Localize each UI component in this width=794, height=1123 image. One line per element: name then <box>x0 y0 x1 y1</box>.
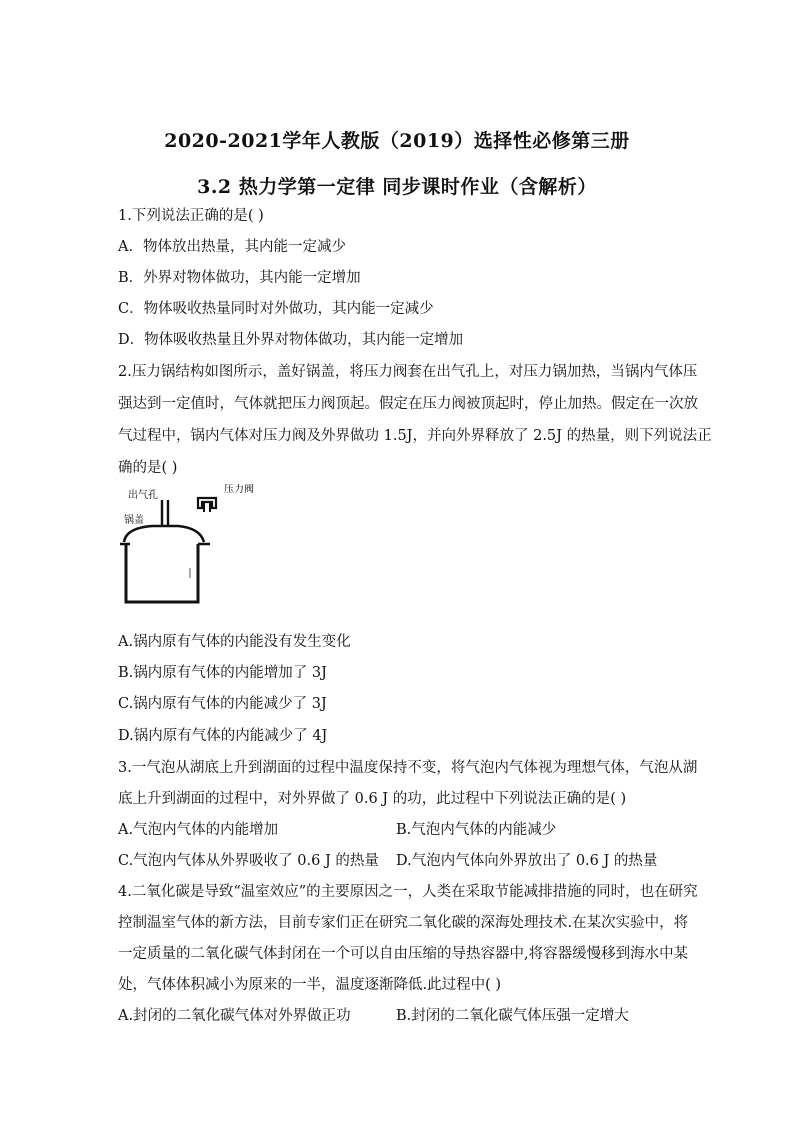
q3-stem-line2: 底上升到湖面的过程中，对外界做了 0.6 J 的功，此过程中下列说法正确的是( ) <box>118 791 627 807</box>
pressure-cooker-figure <box>118 484 268 614</box>
q1-option-b: B．外界对物体做功，其内能一定增加 <box>118 270 361 286</box>
q2-option-a: A.锅内原有气体的内能没有发生变化 <box>118 634 351 650</box>
q2-option-d: D.锅内原有气体的内能减少了 4J <box>118 728 328 744</box>
q4-stem-line2: 控制温室气体的新方法，目前专家们正在研究二氧化碳的深海处理技术.在某次实验中，将 <box>118 915 689 931</box>
figure-label-lid: 锅盖 <box>124 515 144 526</box>
q1-option-a: A．物体放出热量，其内能一定减少 <box>118 239 346 255</box>
q3-option-b: B.气泡内气体的内能减少 <box>396 822 557 838</box>
q2-option-c: C.锅内原有气体的内能减少了 3J <box>118 696 327 712</box>
q1-option-c: C．物体吸收热量同时对外做功，其内能一定减少 <box>118 301 434 317</box>
lid-shape <box>124 526 204 542</box>
q3-option-d: D.气泡内气体向外界放出了 0.6 J 的热量 <box>396 853 658 869</box>
figure-label-valve: 压力阀 <box>224 484 254 495</box>
q2-stem-line3: 气过程中，锅内气体对压力阀及外界做功 1.5J，并向外界释放了 2.5J 的热量，则下列说法正 <box>118 428 712 444</box>
q2-stem-line4: 确的是( ) <box>118 460 178 476</box>
outlet-pipe-shape <box>162 500 168 526</box>
q2-stem-line1: 2.压力锅结构如图所示，盖好锅盖，将压力阀套在出气孔上，对压力锅加热，当锅内气体压 <box>118 364 698 380</box>
q3-option-a: A.气泡内气体的内能增加 <box>118 822 279 838</box>
q1-option-d: D．物体吸收热量且外界对物体做功，其内能一定增加 <box>118 332 464 348</box>
pot-body-shape <box>126 544 198 602</box>
q4-stem-line3: 一定质量的二氧化碳气体封闭在一个可以自由压缩的导热容器中,将容器缓慢移到海水中某 <box>118 946 689 962</box>
pressure-valve-shape <box>198 498 216 508</box>
q4-option-a: A.封闭的二氧化碳气体对外界做正功 <box>118 1008 351 1024</box>
doc-title-line1: 2020-2021学年人教版（2019）选择性必修第三册 <box>164 130 630 152</box>
q4-stem-line4: 处，气体体积减小为原来的一半，温度逐渐降低.此过程中( ) <box>118 977 502 993</box>
q3-stem-line1: 3.一气泡从湖底上升到湖面的过程中温度保持不变，将气泡内气体视为理想气体，气泡从湖 <box>118 760 698 776</box>
q2-option-b: B.锅内原有气体的内能增加了 3J <box>118 665 327 681</box>
q4-stem-line1: 4.二氧化碳是导致“温室效应”的主要原因之一，人类在采取节能减排措施的同时，也在研究 <box>118 884 698 900</box>
q2-stem-line2: 强达到一定值时，气体就把压力阀顶起。假定在压力阀被顶起时，停止加热。假定在一次放 <box>118 396 698 412</box>
q1-stem: 1.下列说法正确的是( ) <box>118 208 264 224</box>
q3-option-c: C.气泡内气体从外界吸收了 0.6 J 的热量 <box>118 853 379 869</box>
pressure-valve-stems <box>204 502 210 512</box>
figure-label-outlet: 出气孔 <box>128 490 158 501</box>
doc-title-line2: 3.2 热力学第一定律 同步课时作业（含解析） <box>197 176 597 198</box>
q4-option-b: B.封闭的二氧化碳气体压强一定增大 <box>396 1008 629 1024</box>
